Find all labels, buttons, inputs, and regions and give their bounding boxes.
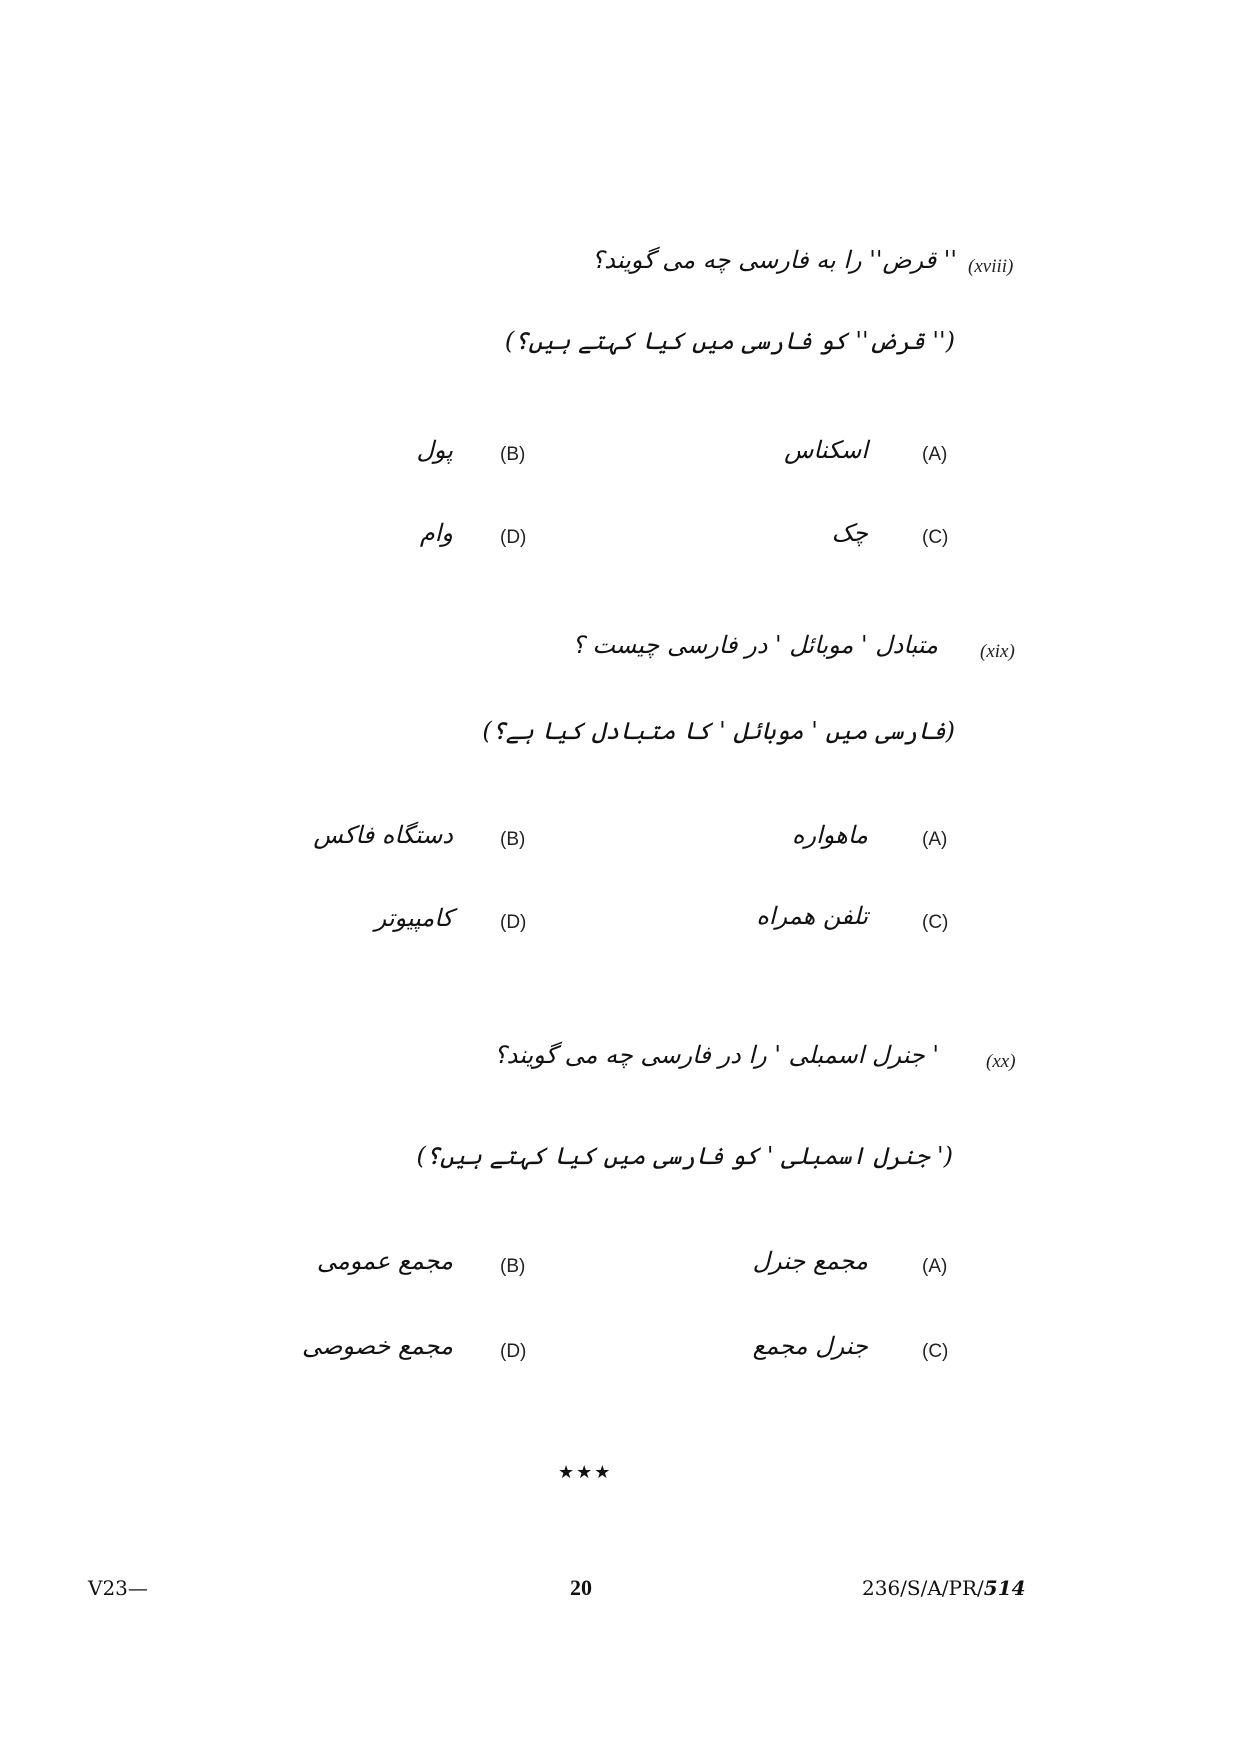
option-d-text: وام [419,519,453,547]
option-c-text: جنرل مجمع [752,1332,868,1360]
option-d-text: مجمع خصوصی [301,1332,453,1360]
question-prompt-urdu: ('' قرض'' کو فارسی میں کیا کہتے ہیں؟) [504,327,955,355]
option-b-letter: (B) [500,1256,526,1277]
page-number: 20 [570,1575,592,1600]
question-number: (xviii) [968,256,1014,277]
footer-version-code: V23— [88,1576,148,1600]
option-d-letter: (D) [500,1341,527,1362]
option-b-letter: (B) [500,444,526,465]
option-c-letter: (C) [922,527,949,548]
option-b-text: مجمع عمومی [316,1247,453,1275]
option-c-letter: (C) [922,1341,949,1362]
footer-paper-code [862,1576,1026,1600]
option-a-letter: (A) [922,1256,948,1277]
footer-paper-code-suffix: 514 [983,1576,1026,1600]
question-number: (xix) [980,641,1015,662]
question-number: (xx) [986,1051,1016,1072]
option-b-text: پول [416,436,453,464]
option-a-text: اسکناس [784,436,868,464]
question-prompt-urdu: (' جنرل اسمبلی ' کو فارسی میں کیا کہتے ہیں؟) [416,1142,953,1170]
option-d-letter: (D) [500,527,527,548]
option-b-text: دستگاه فاکس [313,821,453,849]
question-prompt-persian: متبادل ' موبائل ' در فارسی چیست ؟ [571,631,938,659]
question-prompt-persian: '' قرض'' را به فارسی چه می گویند؟ [591,246,957,274]
question-prompt-urdu: (فارسی میں ' موبائل ' کا متبادل کیا ہے؟) [482,717,955,745]
option-a-letter: (A) [922,829,948,850]
option-c-text: تلفن همراه [756,902,868,930]
option-c-letter: (C) [922,912,949,933]
option-d-letter: (D) [500,912,527,933]
option-a-letter: (A) [922,444,948,465]
question-prompt-persian: ' جنرل اسمبلی ' را در فارسی چه می گویند؟ [493,1041,939,1069]
footer-paper-code-prefix: 236/S/A/PR/ [862,1576,984,1600]
end-of-section-stars: ★★★ [558,1462,613,1483]
option-a-text: ماهواره [791,821,868,849]
option-a-text: مجمع جنرل [752,1247,868,1275]
option-b-letter: (B) [500,829,526,850]
option-d-text: کامپیوتر [374,904,453,932]
option-c-text: چک [831,519,868,547]
